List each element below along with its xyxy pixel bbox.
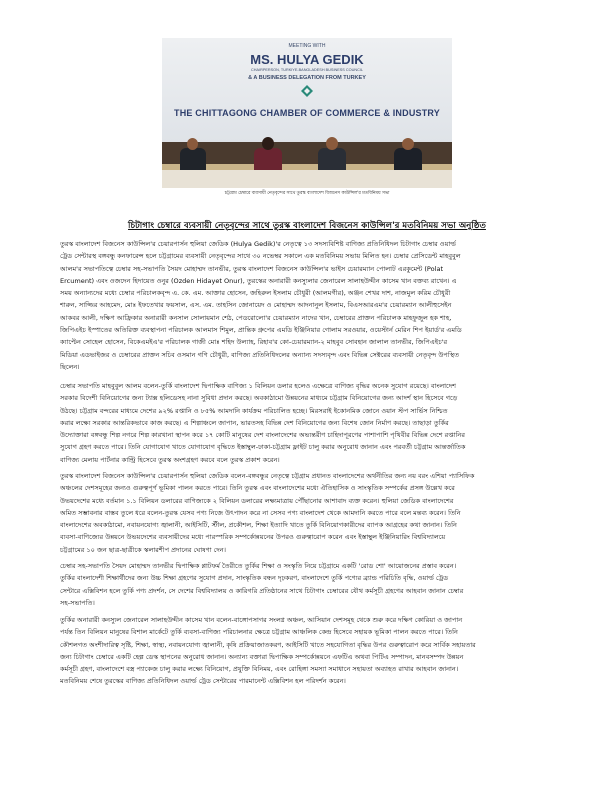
text-line: ট্রেড সেন্টারস্থ বঙ্গবন্ধু কনফারেন্স হলে চট্টগ্রামের ব্যবসায়ী নেতৃবৃন্দের সাথে ৩০ নভেম্বর সকালে এক মতবিনিময় সভায় মিলিত হন। চেম্বার প্রেসিডেন্ট মাহবুবুল (60, 252, 461, 261)
photo-caption: চট্টগ্রাম চেম্বারে ব্যবসায়ী নেতৃবৃন্দের সাথে তুরস্ক বাংলাদেশ বিজনেস কাউন্সিল'র মতবিনিময় সভা (224, 191, 390, 196)
attendee-2 (254, 148, 282, 170)
event-banner (162, 38, 452, 142)
article-paragraph (60, 380, 552, 466)
article-headline: চিটাগাং চেম্বারে ব্যবসায়ী নেতৃবৃন্দের সাথে তুরস্ক বাংলাদেশ বিজনেস কাউন্সিল'র মতবিনিময় সভা অনুষ্ঠিত (128, 221, 486, 231)
attendee-1 (180, 148, 206, 170)
attendee-3 (318, 148, 346, 170)
attendee-1-head (187, 138, 198, 150)
banner-line-delegation: & A BUSINESS DELEGATION FROM TURKEY (248, 75, 366, 81)
text-line: মতবিনিময় শেষে তুরস্কের বাণিজ্য প্রতিনিধিদল ওয়ার্ল্ড ট্রেড সেন্টারের পারমানেন্ট এক্সিবিশন হল পরিদর্শন করেন। (60, 677, 346, 686)
text-line: সময় অন্যান্যদের মধ্যে চেম্বার পরিচালকবৃন্দ এ. কে. এম. আক্তার হোসেন, জহিরুল ইসলাম চৌধুরী (আলমগীর), অঞ্জন শেখর দাশ, নাজমুল করিম চৌধুরী (60, 289, 451, 298)
text-line: উভয়দেশের মধ্যে বর্তমান ১.১ বিলিয়ন ডলারের বাণিজ্যকে ২ বিলিয়ন ডলারের লক্ষ্যমাত্রায় পৌঁছানোর আশাবাদ ব্যক্ত করেন। হুলিয়া জেডিক বাংলাদেশের (60, 496, 454, 505)
text-line: আকবর আলী, দক্ষিণ আফ্রিকার অনারারী কনসাল সোলায়মান শেঠ, পেডরোলো'র চেয়ারম্যান নাদের খান, চেম্বারের প্রাক্তন পরিচালক মাহফুজুল হক শাহ, (60, 313, 452, 322)
article-paragraph (60, 238, 552, 373)
text-line: কৌশলগত অংশীদারিত্ব সৃষ্টি, শিক্ষা, স্বাস্থ্য, নবায়নযোগ্য জ্বালানী, কৃষি প্রক্রিয়াজাতকরণ, আইসিটি খাতে সহযোগিতা বৃদ্ধির উপর গুরুত্বারোপ করে সার্বিক সহায়তার (60, 640, 476, 649)
text-line: উঠছে। চট্টগ্রাম বন্দরের মাধ্যমে দেশের ৯২% রপ্তানি ও ৮৫% আমদানি কার্যক্রম পরিচালিত হচ্ছে। মিরসরাই ইকোনমিক জোনে ওয়ান স্টপ সার্ভিস নিশ্চিত (60, 406, 448, 415)
text-line: তুরস্ক বাংলাদেশ বিজনেস কাউন্সিল'র চেয়ারপার্সন হুলিয়া জেডিক বলেন-বঙ্গবন্ধুর নেতৃত্বে চট্টগ্রাম প্রধানত বাংলাদেশের অর্থনীতির জন্য নয় বরং এশিয়া প্যাসিফিক (60, 472, 475, 480)
text-line: ক্যাপ্টেন সোহেল হোসেন, বিকেএমইএ'র পরিচালক গাজী মোঃ শহিদ উল্যাহ, রিহাব'র কো-চেয়ারম্যান-২ মাহবুব সোবহান জালাল তানভীর, জিপিএইচ'র (60, 338, 448, 347)
banner-chamber: THE CHITTAGONG CHAMBER OF COMMERCE & INDUSTRY (174, 108, 440, 118)
table-cloth (162, 170, 452, 188)
text-line: সহ-সভাপতি। (60, 598, 95, 607)
text-line: তুর্কির বাংলাদেশী শিক্ষার্থীদের জন্য উচ্চ শিক্ষা গ্রহণের সুযোগ প্রদান, সাংস্কৃতিক বন্ধন দৃঢ়করণ, বাংলাদেশে তুর্কি পণ্যের ব্র্যান্ড পরিচিতি বৃদ্ধি, ওয়ার্ল্ড ট্রেড (60, 574, 449, 583)
text-line: অমিত সম্ভাবনার বাস্তব তুলে ধরে বলেন-তুরস্ক যেসব পণ্য নিজে উৎপাদন করে না সেসব পণ্য বাংলাদেশ থেকে আমদানি করতে পারে বলে মন্তব্য করেন। তিনি (60, 508, 461, 517)
text-line: আলম'র সভাপতিত্বে চেম্বার সহ-সভাপতি সৈয়দ মোহাম্মদ তানভীর, তুরস্ক বাংলাদেশ বিজনেস কাউন্সিল'র ভাইস চেয়ারম্যান পোলাট এরকুমেন্ট (Polat (60, 264, 444, 273)
text-line: কর্মসূচী গ্রহণ, বাংলাদেশে বস্ত্র প্যাকেজ চালু করার লক্ষ্যে বিনিয়োগ, প্রযুক্তি বিনিময়, এবং রোহিঙ্গা সমস্যা সমাধানে সহায়তা অব্যাহত রাখার আহবান জানান। (60, 665, 459, 674)
attendee-3-head (326, 137, 338, 150)
text-line: সুযোগ গ্রহণ করতে পারে। তিনি যোগাযোগ খাতে যোগাযোগ বৃদ্ধিতে ইস্তাম্বুল-ঢাকা-চট্টগ্রাম ফ্লাইট চালু করার অনুরোধ জানান এবং পরবর্তী চট্টগ্রাম আন্তর্জাতিক (60, 443, 466, 452)
text-line: সেন্টারে এক্সিবিশন হলে তুর্কি পণ্য প্রদর্শন, সে দেশের বিশ্ববিদ্যালয় ও কারিগরি প্রতিষ্ঠানের সাথে চিটাগাং চেম্বারের যৌথ কর্মসূচী গ্রহণের আহবান জানান চেম্বার (60, 586, 464, 595)
article-paragraph (60, 614, 552, 688)
text-line: করার লক্ষ্যে সরকার আন্তরিকভাবে কাজ করছে। এ শিল্পাঞ্চলে জাপান, ভারতসহ বিভিন্ন দেশ বিনিয়োগের জন্য বিশেষ জোন নির্মাণ করছে। তাছাড়া তুর্কির (60, 418, 449, 427)
attendee-2-head (262, 137, 274, 150)
article-paragraph (60, 560, 552, 609)
banner-name: MS. HULYA GEDIK (250, 52, 364, 67)
banner-line-chair: CHAIRPERSON, TURKIYE-BANGLADESH BUSINESS COUNCIL (251, 68, 363, 72)
attendee-4-head (402, 138, 414, 150)
text-line: ব্যবসা-বাণিজ্যের উন্নয়নে উভয়দেশের ব্যবসায়ীদের মধ্যে পারস্পরিক সম্পর্কোন্নয়নের উপরও গুরুত্বারোপ করেন এবং ইস্তাম্বুল ইঞ্জিনিয়ারিং বিশ্ববিদ্যালয়ে (60, 533, 446, 542)
text-line: অঞ্চলের দেশসমূহের জন্যও গুরুত্বপূর্ণ ভূমিকা পালন করতে পারে। তিনি তুরস্ক এবং বাংলাদেশের মধ্যে ঐতিহাসিক ও সাংস্কৃতিক সম্পর্কের প্রসঙ্গ উল্লেখ করে (60, 484, 455, 493)
text-line: জিপিএইচ ইস্পাতের অতিরিক্ত ব্যবস্থাপনা পরিচালক আলমাস শিমুল, প্রান্তিক গ্রুপের এমডি ইঞ্জিনিয়ার গোলাম সরওয়ার, ওয়েস্টার্ন মেরিন শিপ ইয়ার্ড'র এমডি (60, 326, 462, 335)
text-line: বাণিজ্য মেলায় পার্টনার কান্ট্রি হিসেবে তুরস্ক অংশগ্রহণ করবে বলে তুরস্ক প্রকাশ করেন। (60, 455, 280, 464)
article-paragraph (60, 470, 552, 556)
banner-line-meeting: MEETING WITH (288, 43, 326, 49)
attendee-4 (394, 148, 422, 170)
text-line: শারুন, সাজ্জির আহমেদ, মোঃ ইফতেখার ফয়সাল, এস. এম. তাহসিন জোনায়েদ ও মোহাম্মদ আদনানুল ইসলাম, বিএসআরএম'র চেয়ারম্যান আলীহুসেইন (60, 301, 452, 310)
text-line: পর্যন্ত তিন বিলিয়ন মানুষের বিশাল মার্কেটে তুর্কি ব্যবসা-বাণিজ্য পরিচালনার ক্ষেত্রে চট্টগ্রাম আঞ্চলিক কেন্দ্র হিসেবে সহায়ক ভূমিকা পালন করতে পারে। তিনি (60, 628, 458, 637)
text-line: সরকার বিদেশী বিনিয়োগের জন্য ট্যাক্স হলিডেসহ নানা সুবিধা প্রদান করছে। অবকাঠামো উন্নয়নের মাধ্যমে চট্টগ্রাম বিনিয়োগের জন্য আদর্শ স্থান হিসেবে গড়ে (60, 394, 458, 403)
text-line: ছিলেন। (60, 362, 80, 371)
text-line: চট্টগ্রামের ১০ জন ছাত্র-ছাত্রীকে স্কলারশীপ প্রদানের ঘোষণা দেন। (60, 545, 227, 554)
meeting-photo (162, 38, 452, 188)
text-line: জন্য চিটাগাং চেম্বারে একটি হেল্প ডেস্ক স্থাপনের অনুরোধ জানান। অন্যান্য বক্তারা দ্বিপাক্ষিক সম্পর্কোন্নয়নে এফটিএ অথবা পিটিএ সম্পাদন, মানবসম্পদ উন্নয়ন (60, 652, 464, 661)
text-line: তুর্কির অনারারী কনস্যুল জেনারেল সালাহউদ্দীন কাসেম খান বলেন-বাঙ্গোপসাগর সংলগ্ন অঞ্চল, আসিয়ান দেশসমূহ থেকে শুরু করে দক্ষিণ কোরিয়া ও জাপান (60, 616, 463, 624)
text-line: উদ্যোক্তারা বঙ্গবন্ধু শিল্প নগরে শিল্প কারখানা স্থাপন করে ১৭ কোটি মানুষের দেশ বাংলাদেশের অভ্যন্তরীণ চাহিদাপূরণের পাশাপাশি পৃথিবীর বিভিন্ন দেশে রপ্তানির (60, 431, 465, 440)
text-line: Ercument) এবং ওজদেন হিদায়েত ওনুর (Ozden Hidayet Onur), তুরস্কের অনারারী কনস্যুলার জেনারেল সালাহউদ্দীন কাসেম খান বক্তব্য রাখেন। এ (60, 276, 457, 285)
text-line: তুরস্ক বাংলাদেশ বিজনেস কাউন্সিল'র চেয়ারপার্সন হুলিয়া জেডিক (Hulya Gedik)'র নেতৃত্বে ১৩ সদস্যবিশিষ্ট বাণিজ্য প্রতিনিধিদল চিটাগাং চেম্বার ওয়ার্ল্ড (60, 240, 456, 248)
text-line: চেম্বার সহ-সভাপতি সৈয়দ মোহাম্মদ তানভীর দ্বিপাক্ষিক প্লাটফর্ম তৈরীতে তুর্কির শিক্ষা ও সংস্কৃতি নিয়ে চট্টগ্রামে একটি 'রোড শো' আয়োজনের প্রস্তাব করেন। (60, 562, 457, 570)
text-line: বাংলাদেশের অবকাঠামো, নবায়নযোগ্য জ্বালানী, আইসিটি, স্টীল, প্রকৌশল, শিক্ষা ইত্যাদি খাতে তুর্কি বিনিয়োগকারীদের ব্যাপক আগ্রহের কথা জানান। তিনি (60, 521, 457, 530)
chamber-logo-icon (300, 84, 314, 98)
text-line: চেম্বার সভাপতি মাহবুবুল আলম বলেন-তুর্কি বাংলাদেশ দ্বিপাক্ষিক বাণিজ্য ১ বিলিয়ন ডলার হলেও এক্ষেত্রে বাণিজ্য বৃদ্ধির অনেক সুযোগ রয়েছে। বাংলাদেশ (60, 382, 456, 390)
text-line: মিডিয়া এডভাইজর ও চেম্বারের প্রাক্তন সচিব ওসমান গণি চৌধুরী, বাণিজ্য প্রতিনিধিদলের অন্যান্য সদস্যবৃন্দ এবং বিভিন্ন সেক্টরের ব্যবসায়ী নেতৃবৃন্দ উপস্থিত (60, 350, 459, 359)
